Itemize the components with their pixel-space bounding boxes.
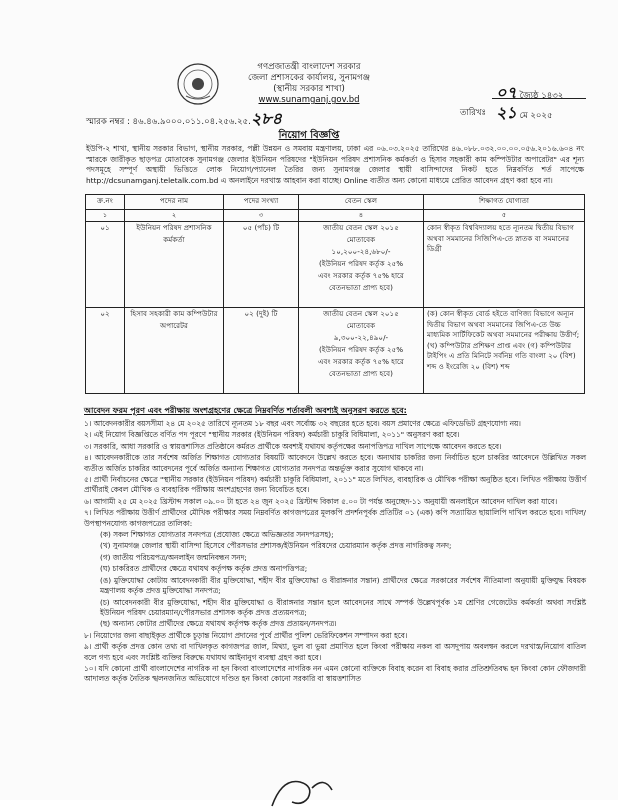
col-number: ২ [125, 210, 224, 222]
row-qualification: (ক) কোন স্বীকৃত বোর্ড হইতে বাণিজ্য বিভাগে অন্যূন দ্বিতীয় বিভাগ অথবা সমমানের জিপিএ-তে উচ্চ মাধ্যমিক সার্টিফিকেট অথবা সমমানের পরীক্ষায় উত্তীর্ণ; (খ) কম্পিউটার প্রশিক্ষণ প্রাপ্ত এবং (গ) কম্পিউটার টাইপিং এ প্রতি মিনিটে সর্বনিম্ন গতি বাংলা ২০ (বিশ) শব্দ ও ইংরেজি ২০ (বিশ) শব্দ [424, 308, 585, 394]
memo-handwritten-number: ২৮৪ [250, 109, 283, 128]
condition-item: ১০। যদি কোনো প্রার্থী বাংলাদেশের নাগরিক না হন কিংবা বাংলাদেশের নাগরিক নন এমন কোনো ব্যক্তিকে বিবাহ করেন বা বিবাহ করার প্রতিশ্রুতিবদ্ধ হন কিংবা কোন ফৌজদারী আদালত কর্তৃক নৈতিক স্খলনজনিত অভিযোগে দণ্ডিত হন কিংবা কোনো সরকারি বা স্বায়ত্তশাসিত [84, 663, 586, 684]
col-number: ৪ [299, 210, 424, 222]
date-divider [492, 98, 586, 99]
scale-line: ৯,৩০০-২২,৪৯০/- [333, 333, 389, 342]
header-line-3: (স্থানীয় সরকার শাখা) [273, 84, 345, 94]
condition-item: ৮। নিয়োগের জন্য বাছাইকৃত প্রার্থীকে চূড়ান্ত নিয়োগ প্রদানের পূর্বে প্রার্থীর পুলিশ ভেরিফিকেশন সম্পাদন করা হবে। [84, 630, 408, 640]
row-count: ০২ (দুই) টি [224, 308, 299, 394]
row-serial: ০১ [86, 222, 125, 308]
scale-line: মোতাবেক [346, 235, 376, 244]
date-gregorian [496, 100, 552, 127]
col-number: ৫ [424, 210, 585, 222]
condition-sub-item: (গ) জাতীয় পরিচয়পত্র/অনলাইন জন্মনিবন্ধন সনদ; [100, 552, 247, 562]
scale-line: বেতনভাতা প্রাপ্য হবে) [329, 283, 393, 292]
condition-item: ১। আবেদনকারীর বয়সসীমা ২৪ মে ২০২৫ তারিখে ন্যূনতম ১৮ বছর এবং সর্বোচ্চ ৩২ বছরের হতে হবে। বয়স প্রমাণের ক্ষেত্রে এফিডেভিট গ্রহণযোগ্য নয়। [84, 419, 521, 428]
date-month-1: জ্যৈষ্ঠ ১৪৩২ [519, 91, 564, 101]
row-count: ০৫ (পাঁচ) টি [224, 222, 299, 308]
table-row [86, 222, 585, 308]
condition-sub-item: (ক) সকল শিক্ষাগত যোগ্যতার সনদপত্র (প্রযোজ্য ক্ষেত্রে অভিজ্ঞতার সনদপত্রসহ); [100, 530, 334, 540]
scale-line: (ইউনিয়ন পরিষদ কর্তৃক ২৫% [318, 259, 404, 268]
condition-sub-item: (ছ) অন্যান্য কোটার প্রার্থীদের ক্ষেত্রে যথাযথ কর্তৃপক্ষ কর্তৃক প্রদত্ত প্রত্যয়ন/সনদপত্র। [100, 619, 337, 629]
conditions-list [84, 419, 586, 686]
condition-item: ৭। লিখিত পরীক্ষায় উত্তীর্ণ প্রার্থীদের মৌখিক পরীক্ষার সময় নিম্নবর্ণিত কাগজপত্রের মূলকপি প্রদর্শনপূর্বক প্রতিটির ০১ (এক) কপি সত্যায়িত ছায়ালিপি দাখিল করতে হবে। দাখিল/উপস্থাপনযোগ্য কাগজপত্রের তালিকা: [84, 508, 586, 528]
header-line-2: জেলা প্রশাসকের কার্যালয়, সুনামগঞ্জ [248, 73, 370, 83]
condition-sub-item: (ঘ) চাকরিরত প্রার্থীদের ক্ষেত্রে যথাযথ কর্তৃপক্ষ কর্তৃক প্রদত্ত অনাপত্তিপত্র; [100, 564, 308, 574]
memo-number: ৪৬.৪৬.৯০০০.০১১.০৪.২৫৬.২৫. [132, 117, 251, 127]
header-qualification: শিক্ষাগত যোগ্যতা [424, 195, 585, 210]
conditions-heading: আবেদন ফরম পূরণ এবং পরীক্ষায় অংশগ্রহণের ক্ষেত্রে নিম্নবর্ণিত শর্তাবলী অবশ্যই অনুসরণ করতে হবে: [84, 406, 407, 415]
condition-item: ৯। প্রার্থী কর্তৃক প্রদত্ত কোন তথ্য বা দাখিলকৃত কাগজপত্র জাল, মিথ্যা, ভুল বা ভুয়া প্রমাণিত হলে কিংবা পরীক্ষায় নকল বা অসদুপায় অবলম্বন করলে দরখাস্ত/নিয়োগ বাতিল বলে গণ্য হবে এবং সংশ্লিষ্ট ব্যক্তির বিরুদ্ধে যথাযথ আইনানুগ ব্যবস্থা গ্রহণ করা হবে। [84, 642, 586, 662]
row-scale [299, 308, 424, 394]
website-link[interactable]: www.sunamganj.gov.bd [258, 95, 360, 105]
condition-item: ৩। সরকারি, আধা সরকারি ও স্বায়ত্তশাসিত প্রতিষ্ঠানে কর্মরত প্রার্থীকে অবশ্যই যথাযথ কর্তৃপক্ষের অনাপত্তিপত্র দাখিল সাপেক্ষে আবেদন করতে হবে। [84, 441, 502, 451]
row-post: হিসাব সহকারী কাম কম্পিউটার অপারেটর [125, 308, 224, 394]
condition-sub-item: (খ) সুনামগঞ্জ জেলার স্থায়ী বাসিন্দা হিসেবে পৌরসভার প্রশাসক/ইউনিয়ন পরিষদের চেয়ারম্যান কর্তৃক প্রদত্ত নাগরিকত্ব সনদ; [100, 541, 452, 551]
scale-line: মোতাবেক [346, 321, 376, 330]
header-serial: ক্র.নং [86, 195, 125, 210]
scale-line: জাতীয় বেতন স্কেল ২০১৫ [323, 309, 399, 318]
header-scale: বেতন স্কেল [299, 195, 424, 210]
memo-label: স্মারক নম্বর : [86, 117, 130, 127]
header-count: পদের সংখ্যা [224, 195, 299, 210]
scale-line: ১০,২০০-২৪,৬৮০/- [331, 247, 391, 256]
col-number: ৩ [224, 210, 299, 222]
signature-mark [262, 768, 342, 808]
condition-item: ৪। আবেদনকারীকে তার সর্বশেষ অর্জিত শিক্ষাগত যোগ্যতার বিষয়টি আবেদনে উল্লেখ করতে হবে। অন্যথায় চাকরির জন্য নির্বাচিত হলে চাকরির আবেদনে উল্লিখিত সকল ব্যতীত অর্জিত চাকরির আবেদনের পূর্বে অর্জিত অন্যান্য শিক্ষাগত যোগ্যতার সনদপত্র অন্তর্ভুক্ত করার সুযোগ থাকবে না। [84, 453, 586, 473]
row-post: ইউনিয়ন পরিষদ প্রশাসনিক কর্মকর্তা [125, 222, 224, 308]
posts-table [85, 194, 585, 394]
condition-item: ২। এই নিয়োগ বিজ্ঞপ্তিতে বর্ণিত পদ পূরণে "স্থানীয় সরকার (ইউনিয়ন পরিষদ) কর্মচারী চাকুরি বিধিমালা, ২০১১" অনুসরণ করা হবে। [84, 430, 460, 440]
intro-paragraph: ইউপি-২ শাখা, স্থানীয় সরকার বিভাগ, স্থানীয় সরকার, পল্লী উন্নয়ন ও সমবায় মন্ত্রণালয়, ঢাকা এর ০৬.০৩.২০২৫ তারিখের ৪৬.০৮৮.০৩২.০০.০০.০৫৬.২০১৬.৬০৪ নং স্মারকে জারীকৃত ছাড়পত্র মোতাবেক সুনামগঞ্জ জেলার ইউনিয়ন পরিষদের "ইউনিয়ন পরিষদ প্রশাসনিক কর্মকর্তা ও হিসাব সহকারী কাম কম্পিউটার অপারেটর" এর শূন্য পদসমূহে সম্পূর্ণ অস্থায়ী ভিত্তিতে লোক নিয়োগ/প্যানেল তৈরির জন্য সুনামগঞ্জ জেলার স্থায়ী বাসিন্দাদের নিকট হতে নিম্নবর্ণিত শর্ত সাপেক্ষে http://dcsunamganj.teletalk.com.bd এ অনলাইনে দরখাস্ত আহবান করা যাচ্ছে। Online ব্যতীত অন্য কোনো মাধ্যমে প্রেরিত আবেদন গ্রহণ করা হবে না। [86, 144, 584, 185]
scale-line: বেতনভাতা প্রাপ্য হবে) [329, 369, 393, 378]
page-title [0, 128, 618, 145]
condition-sub-item: (ঙ) মুক্তিযোদ্ধা কোটায় আবেদনকারী বীর মুক্তিযোদ্ধা, শহীদ বীর মুক্তিযোদ্ধা ও বীরাঙ্গনার সন্তান) প্রার্থীদের ক্ষেত্রে সরকারের সর্বশেষ নীতিমালা অনুযায়ী মুক্তিযুদ্ধ বিষয়ক মন্ত্রণালয় কর্তৃক প্রদত্ত মুক্তিযোদ্ধা সনদপত্র; [100, 575, 586, 596]
scale-line: জাতীয় বেতন স্কেল ২০১৫ [323, 223, 399, 232]
row-qualification: কোন স্বীকৃত বিশ্ববিদ্যালয় হতে ন্যূনতম দ্বিতীয় বিভাগ অথবা সমমানের সিজিপিএ-তে স্নাতক বা সমমানের ডিগ্রী [424, 222, 585, 308]
page-title-text: নিয়োগ বিজ্ঞপ্তি [278, 130, 340, 141]
header-line-1: গণপ্রজাতন্ত্রী বাংলাদেশ সরকার [257, 62, 361, 72]
scale-line: এবং সরকার কর্তৃক ৭৫% হারে [318, 271, 404, 280]
condition-item: ৫। প্রার্থী নির্বাচনের ক্ষেত্রে "স্থানীয় সরকার (ইউনিয়ন পরিষদ) কর্মচারী চাকুরি বিধিমালা, ২০১১" মতে লিখিত, ব্যবহারিক ও মৌখিক পরীক্ষা অনুষ্ঠিত হবে। লিখিত পরীক্ষায় উত্তীর্ণ প্রার্থীরাই কেবল মৌখিক ও ব্যবহারিক পরীক্ষায় অংশগ্রহণের জন্য বিবেচিত হবে। [84, 475, 586, 495]
condition-sub-item: (চ) আবেদনকারী বীর মুক্তিযোদ্ধা, শহীদ বীর মুক্তিযোদ্ধা ও বীরাঙ্গনার সন্তান হলে আবেদনের সাথে সম্পর্ক উল্লেখপূর্বক ১ম শ্রেণির গেজেটেড কর্মকর্তা অথবা সংশ্লিষ্ট ইউনিয়ন পরিষদ চেয়ারম্যান/পৌরসভার প্রশাসক কর্তৃক প্রদত্ত প্রত্যয়নপত্র; [100, 597, 586, 617]
row-scale [299, 222, 424, 308]
date-label: তারিখঃ [460, 108, 487, 118]
table-header-row [86, 195, 585, 210]
scale-line: (ইউনিয়ন পরিষদ কর্তৃক ২৫% [318, 345, 404, 354]
scale-line: এবং সরকার কর্তৃক ৭৫% হারে [318, 357, 404, 366]
col-number: ১ [86, 210, 125, 222]
date-day-2: ২১ [496, 103, 517, 122]
table-number-row [86, 210, 585, 222]
date-day-1: ০৭ [496, 83, 517, 102]
header-post: পদের নাম [125, 195, 224, 210]
condition-item: ৬। আগামী ২৫ মে ২০২৫ খ্রিস্টাব্দ সকাল ০৯.০০ টা হতে ২৪ জুন ২০২৫ খ্রিস্টাব্দ বিকাল ৫.০০ টা পর্যন্ত অনুচ্ছেদ-১১ অনুযায়ী অনলাইনে আবেদন দাখিল করা যাবে। [84, 496, 558, 506]
date-month-2: মে ২০২৫ [519, 111, 553, 121]
row-serial: ০২ [86, 308, 125, 394]
table-row [86, 308, 585, 394]
